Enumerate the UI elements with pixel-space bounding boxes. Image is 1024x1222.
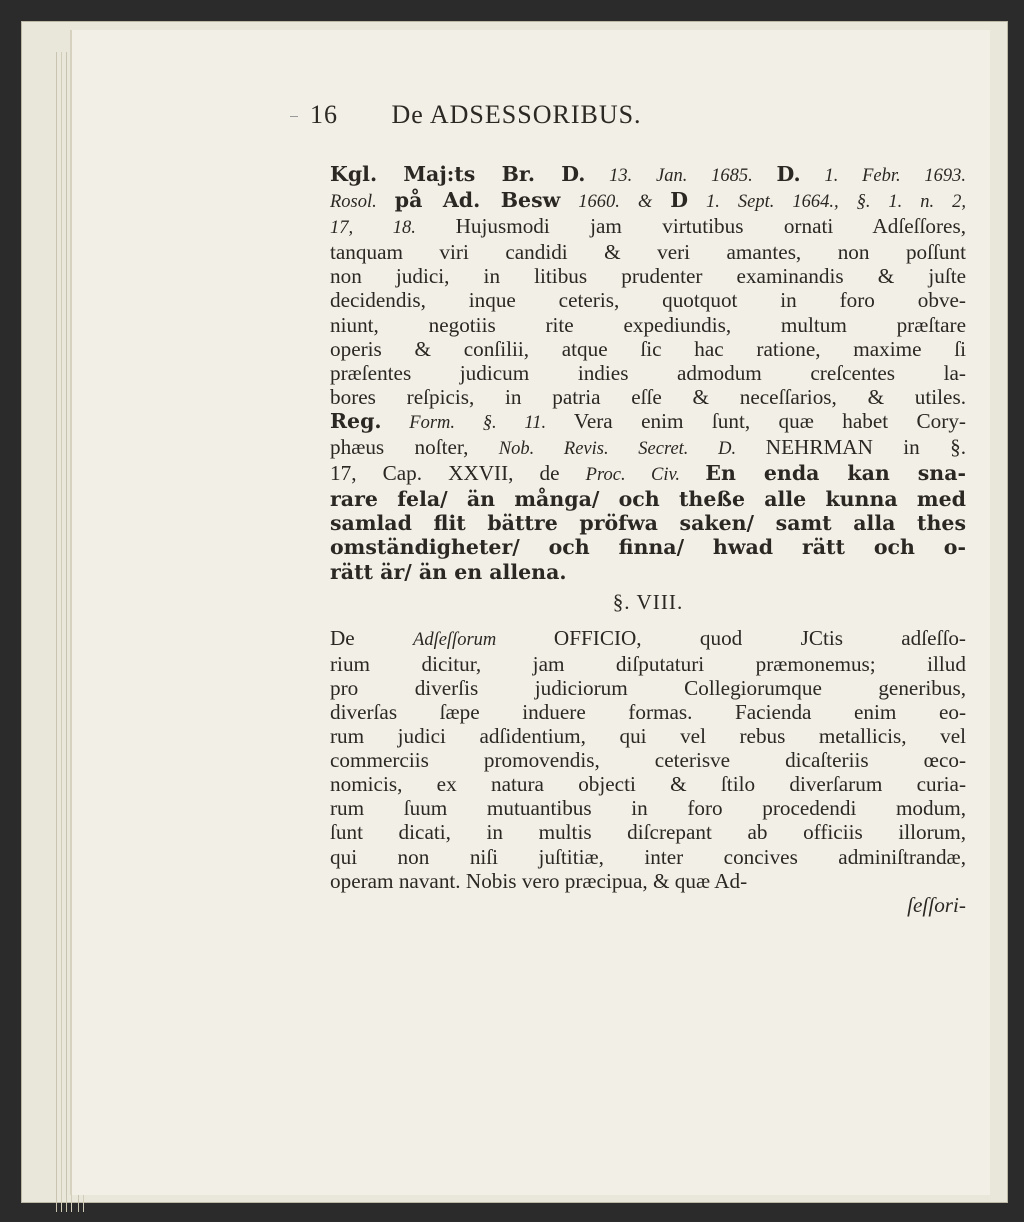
- text-segment: En enda kan sna-: [705, 461, 966, 486]
- text-line: [330, 409, 966, 435]
- text-segment: Hujusmodi jam virtutibus ornati Adſeſſores,: [455, 214, 966, 239]
- text-line: [330, 626, 966, 652]
- text-line: [330, 461, 966, 487]
- text-segment: rätt är/ än en allena.: [330, 559, 567, 584]
- section-heading: §. VIII.: [612, 589, 684, 614]
- text-line: [330, 188, 966, 214]
- text-segment: commerciis promovendis, ceterisve dicaſteriis œco-: [330, 748, 966, 773]
- text-segment: qui non niſi juſtitiæ, inter concives adminiſtrandæ,: [330, 844, 966, 869]
- text-line: [330, 845, 966, 869]
- text-segment: D.: [776, 162, 801, 186]
- running-header: [310, 100, 642, 130]
- text-line: [330, 869, 966, 893]
- text-line: [330, 337, 966, 361]
- text-segment: operam navant. Nobis vero præcipua, & quæ Ad-: [330, 868, 748, 893]
- text-segment: tanquam viri candidi & veri amantes, non poſſunt: [330, 240, 966, 265]
- text-segment: D: [670, 188, 689, 213]
- text-segment: decidendis, inque ceteris, quotquot in foro obve-: [330, 288, 966, 313]
- text-segment: rum ſuum mutuantibus in foro procedendi modum,: [330, 796, 966, 821]
- text-line: [330, 772, 966, 796]
- text-line: [330, 700, 966, 724]
- text-segment: 1660. &: [560, 192, 671, 213]
- text-segment: bores reſpicis, in patria eſſe & neceſſarios, & utiles.: [330, 384, 966, 409]
- text-segment: NEHRMAN in §.: [765, 435, 966, 460]
- text-segment: operis & conſilii, atque ſic hac ratione, maxime ſi: [330, 336, 966, 361]
- text-segment: rum judici adſidentium, qui vel rebus metallicis, vel: [330, 724, 966, 749]
- text-segment: 13. Jan. 1685.: [585, 166, 777, 186]
- paragraph-2: [330, 626, 966, 893]
- page-edge: [56, 52, 62, 1212]
- text-segment: De: [330, 625, 414, 650]
- text-segment: Rosol.: [330, 192, 395, 213]
- text-line: [330, 535, 966, 559]
- text-segment: Form. §. 11.: [381, 412, 574, 433]
- text-segment: niunt, negotiis rite expediundis, multum præſtare: [330, 312, 966, 337]
- text-line: [330, 724, 966, 748]
- text-segment: præſentes judicum indies admodum creſcentes la-: [330, 360, 966, 385]
- text-line: [330, 820, 966, 844]
- page-body: [330, 162, 966, 917]
- text-line: [330, 435, 966, 461]
- running-head-title: De ADSESSORIBUS.: [391, 100, 642, 129]
- text-segment: Kgl. Maj:ts Br. D.: [330, 162, 586, 186]
- text-line: [330, 288, 966, 312]
- text-line: [330, 487, 966, 511]
- text-line: [330, 748, 966, 772]
- page-number: 16: [310, 100, 338, 129]
- margin-dash: [290, 116, 298, 117]
- text-line: [330, 361, 966, 385]
- text-segment: 1. Sept. 1664., §. 1. n. 2,: [688, 192, 967, 213]
- text-segment: omständigheter/ och finna/ hwad rätt och o-: [330, 535, 966, 560]
- text-line: [330, 240, 966, 264]
- text-line: [330, 676, 966, 700]
- text-segment: diverſas ſæpe induere formas. Facienda enim eo-: [330, 699, 966, 724]
- text-segment: ſunt dicati, in multis diſcrepant ab officiis illorum,: [330, 820, 966, 845]
- text-line: [330, 162, 966, 188]
- text-line: [330, 560, 966, 584]
- text-segment: rare fela/ än många/ och theße alle kunna med: [330, 487, 966, 512]
- text-segment: 1. Febr. 1693.: [800, 166, 966, 186]
- text-segment: 17, 18.: [330, 218, 456, 239]
- text-line: [330, 652, 966, 676]
- text-segment: non judici, in litibus prudenter examinandis & juſte: [330, 264, 966, 289]
- text-segment: på Ad. Besw: [394, 188, 561, 213]
- text-segment: 17, Cap. XXVII, de: [330, 461, 586, 486]
- text-line: [330, 264, 966, 288]
- text-segment: Proc. Civ.: [585, 465, 706, 486]
- text-segment: Reg.: [330, 408, 382, 433]
- paragraph-1: [330, 162, 966, 584]
- text-segment: nomicis, ex natura objecti & ſtilo diverſarum curia-: [330, 772, 966, 797]
- text-line: [330, 313, 966, 337]
- text-line: [330, 796, 966, 820]
- text-segment: rium dicitur, jam diſputaturi præmonemus; illud: [330, 651, 966, 676]
- text-line: [330, 214, 966, 240]
- text-segment: Adſeſſorum: [413, 629, 554, 650]
- text-segment: pro diverſis judiciorum Collegiorumque generibus,: [330, 675, 966, 700]
- text-line: [330, 385, 966, 409]
- text-segment: samlad flit bättre pröfwa saken/ samt alla thes: [330, 511, 966, 536]
- catchword: ſeſſori-: [907, 892, 966, 917]
- text-segment: OFFICIO, quod JCtis adſeſſo-: [553, 625, 966, 650]
- text-segment: phæus noſter,: [330, 435, 499, 460]
- text-segment: Vera enim ſunt, quæ habet Cory-: [573, 408, 966, 433]
- text-segment: Nob. Revis. Secret. D.: [498, 439, 766, 460]
- text-line: [330, 511, 966, 535]
